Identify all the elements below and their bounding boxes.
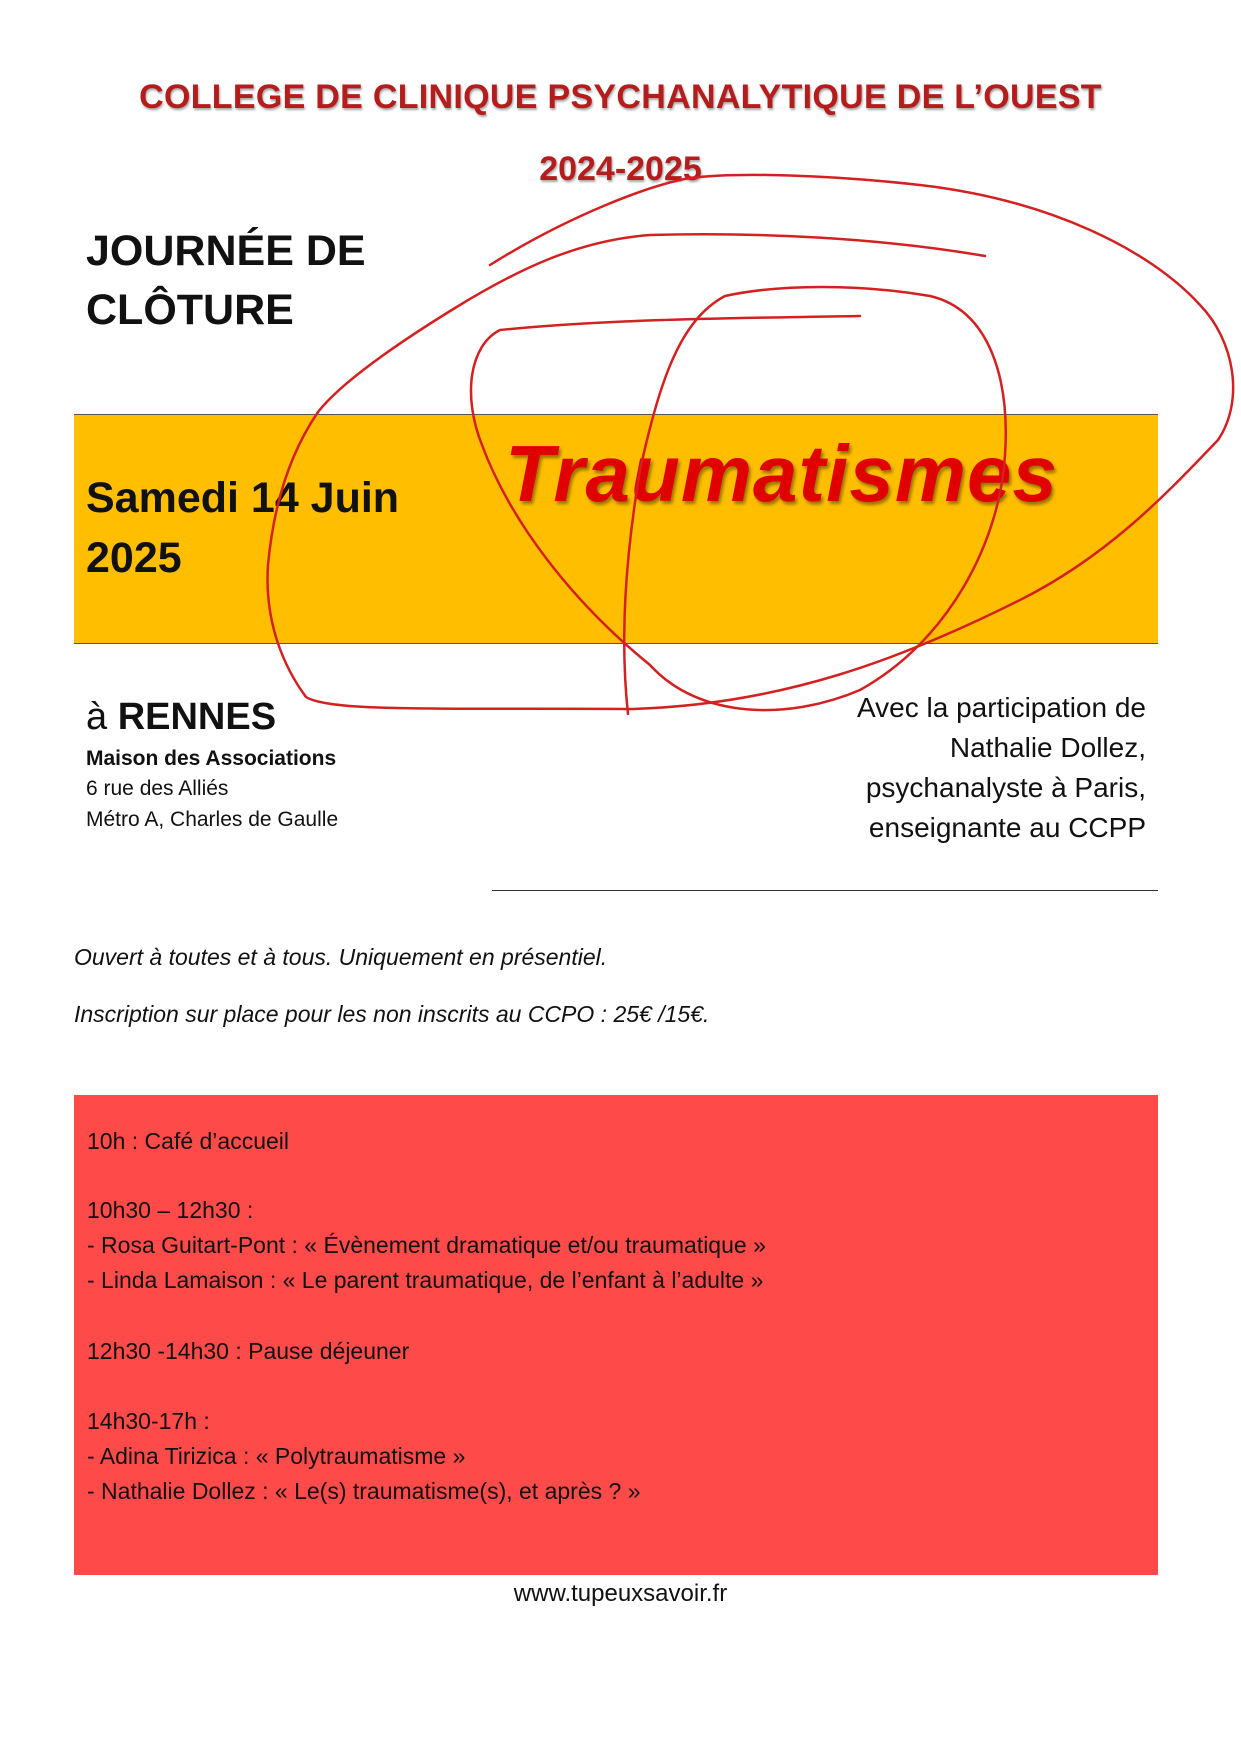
- event-type-line1: JOURNÉE DE: [86, 227, 366, 275]
- access-note: Ouvert à toutes et à tous. Uniquement en présentiel.: [74, 944, 608, 970]
- program-morning-talk-2: - Linda Lamaison : « Le parent traumatique, de l’enfant à l’adulte »: [87, 1267, 764, 1293]
- website-link[interactable]: www.tupeuxsavoir.fr: [513, 1580, 728, 1607]
- city-prefix: à: [86, 696, 108, 738]
- academic-year: 2024-2025: [539, 150, 702, 188]
- divider: [492, 890, 1158, 891]
- registration-note: Inscription sur place pour les non inscrits au CCPO : 25€ /15€.: [74, 1001, 710, 1027]
- program-lunch: 12h30 -14h30 : Pause déjeuner: [87, 1338, 410, 1364]
- city-line: [86, 696, 276, 739]
- speaker-line4: enseignante au CCPP: [868, 812, 1146, 843]
- event-type-line2: CLÔTURE: [86, 286, 294, 334]
- speaker-info: [700, 688, 1146, 848]
- speaker-line1: Avec la participation de: [857, 692, 1146, 723]
- speaker-line2: Nathalie Dollez,: [949, 732, 1146, 763]
- program-welcome: 10h : Café d’accueil: [87, 1128, 290, 1154]
- city-name: RENNES: [117, 696, 277, 738]
- event-theme: Traumatismes: [505, 429, 1059, 518]
- venue-street: 6 rue des Alliés: [86, 777, 229, 800]
- program-morning-time: 10h30 – 12h30 :: [87, 1197, 254, 1223]
- event-date-line2: 2025: [86, 534, 182, 582]
- speaker-line3: psychanalyste à Paris,: [865, 772, 1146, 803]
- venue-metro: Métro A, Charles de Gaulle: [86, 808, 339, 831]
- program-afternoon-talk-2: - Nathalie Dollez : « Le(s) traumatisme(s), et après ? »: [87, 1478, 641, 1504]
- program-box: [74, 1095, 1158, 1575]
- event-date: [86, 468, 486, 588]
- event-date-line1: Samedi 14 Juin: [86, 474, 400, 522]
- venue-name: Maison des Associations: [86, 747, 337, 770]
- organization-title: COLLEGE DE CLINIQUE PSYCHANALYTIQUE DE L’OUEST: [139, 78, 1102, 116]
- program-afternoon-talk-1: - Adina Tirizica : « Polytraumatisme »: [87, 1443, 466, 1469]
- event-type: [86, 222, 486, 340]
- program-morning-talk-1: - Rosa Guitart-Pont : « Évènement dramatique et/ou traumatique »: [87, 1232, 766, 1258]
- program-afternoon-time: 14h30-17h :: [87, 1408, 210, 1434]
